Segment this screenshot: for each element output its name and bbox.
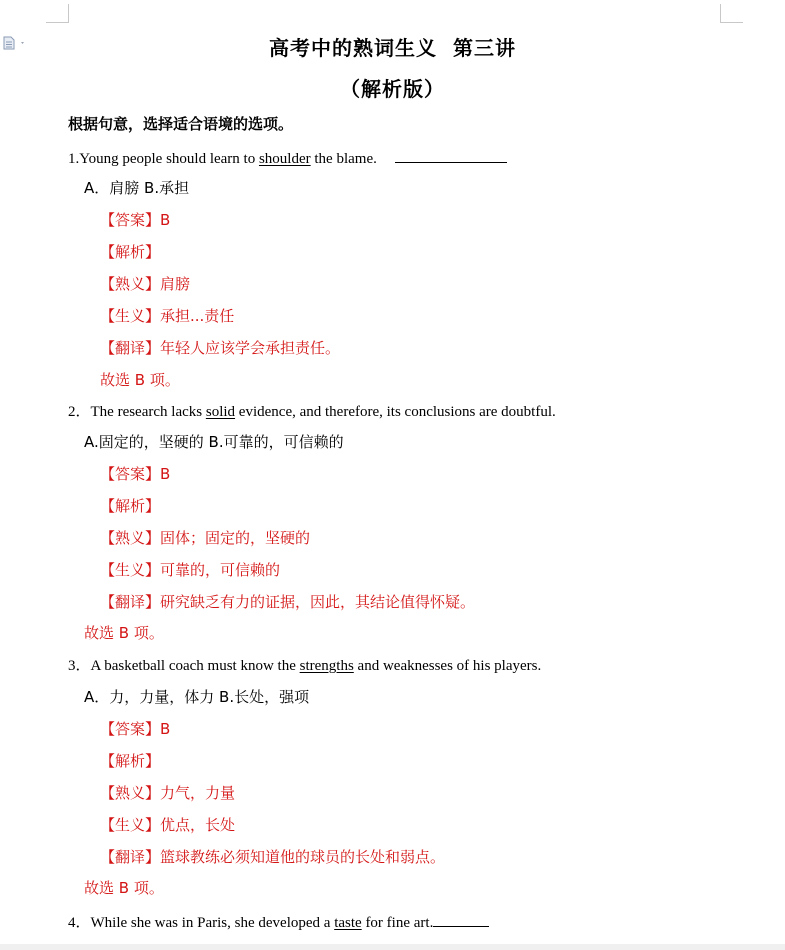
- question-4-text-before: 4．While she was in Paris, she developed a: [68, 915, 335, 931]
- answer-blank: [433, 910, 489, 927]
- question-3-familiar-meaning: 【熟义】力气，力量: [100, 784, 236, 802]
- question-3-translation: 【翻译】篮球教练必须知道他的球员的长处和弱点。: [100, 848, 446, 866]
- question-2-answer: 【答案】B: [100, 465, 171, 483]
- question-2-options: A.固定的，坚硬的 B.可靠的，可信赖的: [84, 433, 344, 451]
- page-corner-mark-top-left: [46, 4, 69, 23]
- question-1-answer: 【答案】B: [100, 211, 171, 229]
- question-1-options: A．肩膀 B.承担: [84, 179, 190, 197]
- question-2-text-after: evidence, and therefore, its conclusions are doubtful.: [235, 404, 556, 420]
- question-4-text-after: for fine art.: [361, 915, 434, 931]
- document-title: 高考中的熟词生义 第三讲: [269, 36, 516, 60]
- question-3-options: A．力，力量，体力 B.长处，强项: [84, 688, 310, 706]
- question-1-translation: 【翻译】年轻人应该学会承担责任。: [100, 339, 341, 357]
- question-3-text-after: and weaknesses of his players.: [353, 658, 542, 674]
- question-4-keyword: taste: [334, 915, 362, 931]
- question-1-sentence: [68, 146, 507, 169]
- page-bottom-edge: [0, 944, 785, 950]
- document-subtitle: （解析版）: [340, 77, 445, 101]
- answer-blank: [395, 146, 507, 163]
- question-1-text-before: 1.Young people should learn to: [68, 151, 259, 167]
- question-3-new-meaning: 【生义】优点，长处: [100, 816, 236, 834]
- question-1-text-after: the blame.: [310, 151, 377, 167]
- question-1-new-meaning: 【生义】承担...责任: [100, 307, 235, 325]
- question-3-conclusion: 故选 B 项。: [84, 879, 164, 897]
- question-3-analysis: 【解析】: [100, 752, 161, 770]
- question-3-sentence: [68, 656, 541, 676]
- question-4-sentence: [68, 910, 489, 933]
- question-1-analysis: 【解析】: [100, 243, 161, 261]
- question-3-answer: 【答案】B: [100, 720, 171, 738]
- question-2-new-meaning: 【生义】可靠的，可信赖的: [100, 561, 281, 579]
- question-1-familiar-meaning: 【熟义】肩膀: [100, 275, 191, 293]
- question-2-sentence: [68, 402, 556, 422]
- question-3-keyword: strengths: [299, 658, 354, 674]
- page-corner-mark-top-right: [720, 4, 743, 23]
- question-2-text-before: 2．The research lacks: [68, 404, 206, 420]
- question-1-keyword: shoulder: [258, 151, 311, 167]
- question-2-familiar-meaning: 【熟义】固体；固定的，坚硬的: [100, 529, 311, 547]
- question-2-keyword: solid: [205, 404, 236, 420]
- question-2-analysis: 【解析】: [100, 497, 161, 515]
- instruction-text: 根据句意，选择适合语境的选项。: [68, 115, 294, 133]
- question-2-conclusion: 故选 B 项。: [84, 624, 164, 642]
- question-1-conclusion: 故选 B 项。: [100, 371, 180, 389]
- question-2-translation: 【翻译】研究缺乏有力的证据，因此，其结论值得怀疑。: [100, 593, 476, 611]
- question-3-text-before: 3．A basketball coach must know the: [68, 658, 300, 674]
